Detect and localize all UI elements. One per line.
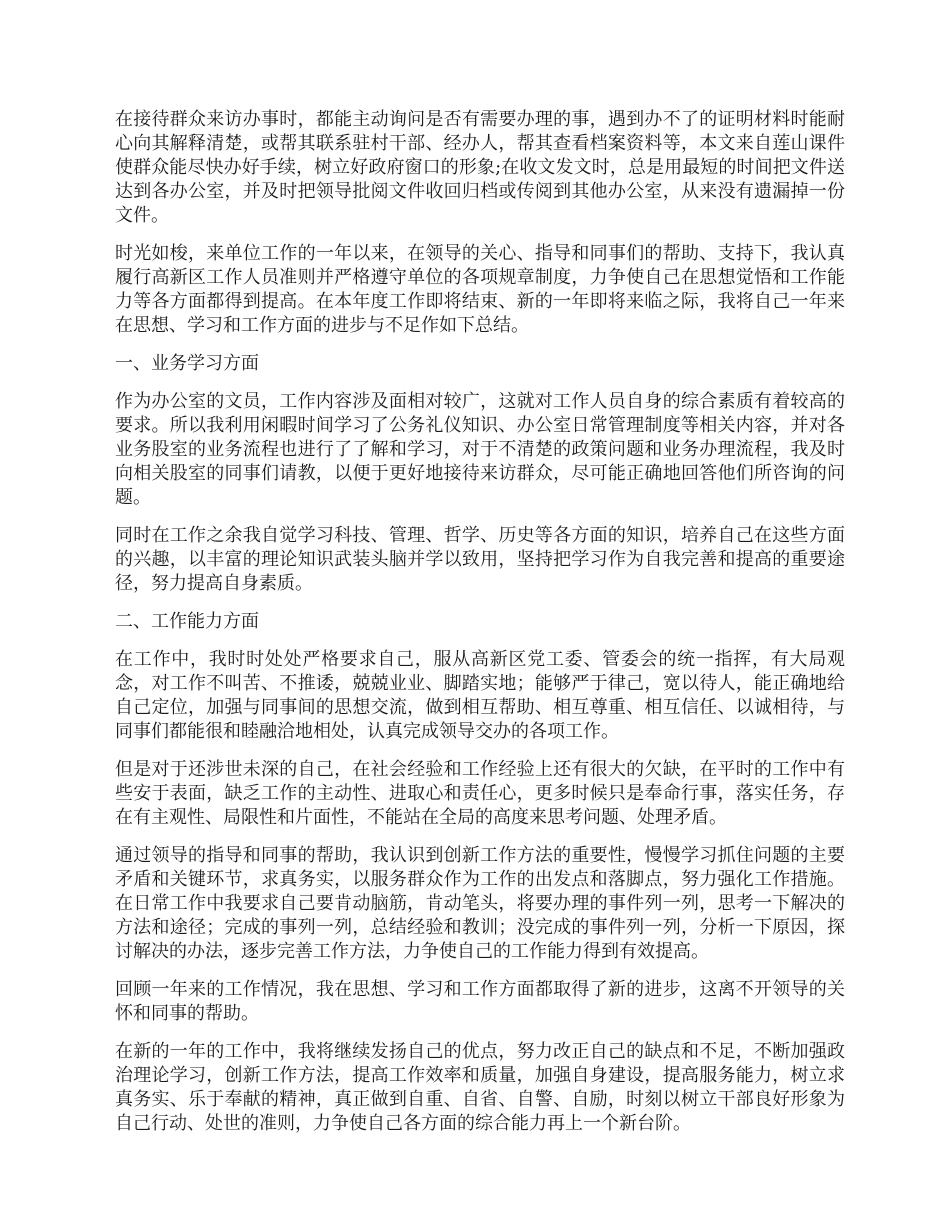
paragraph-3: 作为办公室的文员，工作内容涉及面相对较广，这就对工作人员自身的综合素质有着较高的要求。所以我利用闲暇时间学习了公务礼仪知识、办公室日常管理制度等相关内容，并对各业务股室的业务流程也进行了了解和学习，对于不清楚的政策问题和业务办理流程，我及时向相关股室的同事们请教，以便于更好地接待来访群众，尽可能正确地回答他们所咨询的问题。: [115, 391, 845, 508]
paragraph-1: 在接待群众来访办事时，都能主动询问是否有需要办理的事，遇到办不了的证明材料时能耐心向其解释清楚，或帮其联系驻村干部、经办人，帮其查看档案资料等，本文来自莲山课件使群众能尽快办好手续，树立好政府窗口的形象;在收文发文时，总是用最短的时间把文件送达到各办公室，并及时把领导批阅文件收回归档或传阅到其他办公室，从来没有遗漏掉一份文件。: [115, 109, 845, 226]
paragraph-2: 时光如梭，来单位工作的一年以来，在领导的关心、指导和同事们的帮助、支持下，我认真履行高新区工作人员准则并严格遵守单位的各项规章制度，力争使自己在思想觉悟和工作能力等各方面都得到提高。在本年度工作即将结束、新的一年即将来临之际，我将自己一年来在思想、学习和工作方面的进步与不足作如下总结。: [115, 243, 845, 336]
section-heading-1: 一、业务学习方面: [115, 353, 259, 374]
paragraph-4: 同时在工作之余我自觉学习科技、管理、哲学、历史等各方面的知识，培养自己在这些方面的兴趣，以丰富的理论知识武装头脑并学以致用，坚持把学习作为自我完善和提高的重要途径，努力提高自身素质。: [115, 525, 845, 594]
paragraph-6: 但是对于还涉世未深的自己，在社会经验和工作经验上还有很大的欠缺，在平时的工作中有些安于表面，缺乏工作的主动性、进取心和责任心，更多时候只是奉命行事，落实任务，存在有主观性、局限性和片面性，不能站在全局的高度来思考问题、处理矛盾。: [115, 759, 845, 828]
document-page: [115, 108, 845, 1150]
paragraph-7: 通过领导的指导和同事的帮助，我认识到创新工作方法的重要性，慢慢学习抓住问题的主要矛盾和关键环节，求真务实，以服务群众作为工作的出发点和落脚点，努力强化工作措施。在日常工作中我要求自己要肯动脑筋，肯动笔头，将要办理的事件列一列，思考一下解决的方法和途径；完成的事列一列，总结经验和教训；没完成的事件列一列，分析一下原因，探讨解决的办法，逐步完善工作方法，力争使自己的工作能力得到有效提高。: [115, 845, 845, 962]
paragraph-5: 在工作中，我时时处处严格要求自己，服从高新区党工委、管委会的统一指挥，有大局观念，对工作不叫苦、不推诿，兢兢业业、脚踏实地；能够严于律己，宽以待人，能正确地给自己定位，加强与同事间的思想交流，做到相互帮助、相互尊重、相互信任、以诚相待，与同事们都能很和睦融洽地相处，认真完成领导交办的各项工作。: [115, 649, 845, 742]
paragraph-9: 在新的一年的工作中，我将继续发扬自己的优点，努力改正自己的缺点和不足，不断加强政治理论学习，创新工作方法，提高工作效率和质量，加强自身建设，提高服务能力，树立求真务实、乐于奉献的精神，真正做到自重、自省、自警、自励，时刻以树立干部良好形象为自己行动、处世的准则，力争使自己各方面的综合能力再上一个新台阶。: [115, 1041, 845, 1134]
section-heading-2: 二、工作能力方面: [115, 611, 259, 632]
paragraph-8: 回顾一年来的工作情况，我在思想、学习和工作方面都取得了新的进步，这离不开领导的关怀和同事的帮助。: [115, 979, 845, 1024]
